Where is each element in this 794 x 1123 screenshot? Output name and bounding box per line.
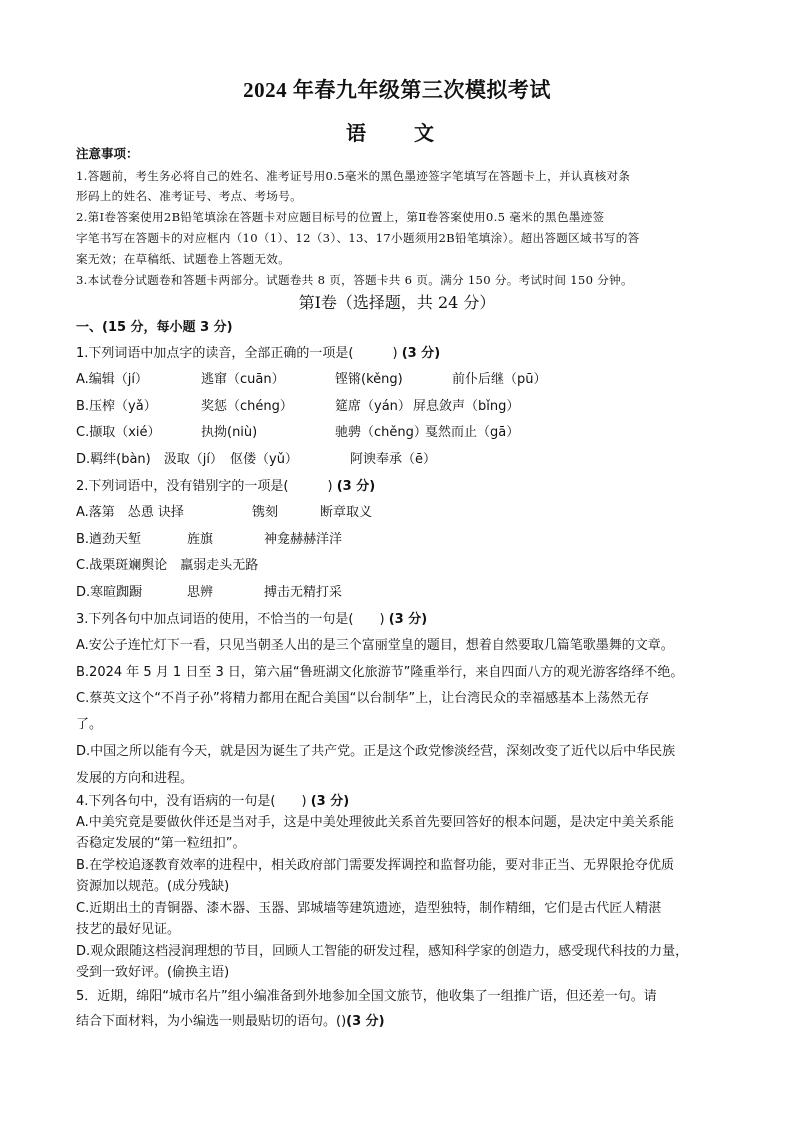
question-2-stem	[76, 478, 724, 496]
q3-option-a: A.安公子连忙灯下一看，只见当朝圣人出的是三个富丽堂皇的题目，想着自然要取几篇笔歌墨舞的文章。	[76, 638, 674, 653]
score: (3 分)	[388, 612, 428, 627]
q1-option-b3: 筵席（yán）	[335, 399, 411, 414]
q2-option-d3: 搏击无精打采	[264, 585, 343, 600]
notes-line: 字笔书写在答题卡的对应框内（10（1）、12（3）、13、17小题须用2B铅笔填涂）。超出答题区域书写的答	[76, 231, 640, 245]
q1-option-d3: 阿谀奉承（ē）	[350, 452, 436, 467]
q4-option-a: A.中美究竟是要做伙伴还是当对手，这是中美处理彼此关系首先要回答好的根本问题，是决定中美关系能	[76, 815, 674, 830]
q4-option-b-cont: 资源加以规范。(成分残缺)	[76, 879, 230, 894]
q4-option-b: B.在学校追逐教育效率的进程中，相关政府部门需要发挥调控和监督功能，要对非正当、无界限抢夺优质	[76, 858, 675, 873]
q1-option-b1: B.压榨（yǎ）	[76, 399, 157, 414]
q1-option-d2: 伛偻（yǔ）	[230, 452, 298, 467]
q2-option-a3: 断章取义	[320, 505, 373, 520]
notes-heading: 注意事项：	[76, 146, 139, 161]
question-4-stem	[76, 793, 724, 811]
part-heading: 一、(15 分，每小题 3 分)	[76, 320, 233, 335]
q1-option-a4: 前仆后继（pū）	[452, 372, 547, 387]
q2-option-d1: D.寒暄踟蹰	[76, 585, 143, 600]
notes-line: 1.答题前，考生务必将自己的姓名、准考证号用0.5毫米的黑色墨迹签字笔填写在答题卡上，并认真核对条	[76, 169, 631, 183]
notes-line: 3.本试卷分试题卷和答题卡两部分。试题卷共 8 页，答题卡共 6 页。满分 150 分。考试时间 150 分钟。	[76, 273, 633, 287]
section-title: 第Ⅰ卷（选择题，共 24 分）	[298, 293, 496, 312]
q1-option-d1: D.羁绊(bàn) 汲取（jí）	[76, 452, 223, 467]
q1-option-c1: C.撷取（xié）	[76, 425, 161, 440]
notes-line: 2.第Ⅰ卷答案使用2B铅笔填涂在答题卡对应题目标号的位置上，第Ⅱ卷答案使用0.5 毫米的黑色墨迹签	[76, 210, 605, 224]
q2-option-c1: C.战栗斑斓舆论 羸弱走头无路	[76, 558, 259, 573]
stem-text: 2.下列词语中，没有错别字的一项是( )	[76, 479, 333, 494]
q1-option-b4: 屏息敛声（bǐng）	[413, 399, 520, 414]
notes-line: 案无效；在草稿纸、试题卷上答题无效。	[76, 252, 291, 266]
q2-option-b3: 神龛赫赫洋洋	[264, 532, 343, 547]
q1-option-b2: 奖惩（chéng）	[201, 399, 293, 414]
q4-option-d: D.观众跟随这档浸润理想的节目，回顾人工智能的研发过程，感知科学家的创造力，感受现代科技的力量，	[76, 944, 689, 959]
question-1-stem	[76, 345, 724, 363]
stem-text: 3.下列各句中加点词语的使用，不恰当的一句是( )	[76, 612, 385, 627]
q1-option-c3: 驰骋（chěng）	[335, 425, 427, 440]
score: (3 分)	[310, 794, 350, 809]
stem-text: 4.下列各句中，没有语病的一句是( )	[76, 794, 307, 809]
q4-option-c: C.近期出土的青铜器、漆木器、玉器、郢城墙等建筑遗迹，造型独特，制作精细，它们是古代匠人精湛	[76, 901, 662, 916]
question-5-stem-cont	[76, 1013, 724, 1031]
q3-option-d: D.中国之所以能有今天，就是因为诞生了共产党。正是这个政党惨淡经营，深刻改变了近代以后中华民族	[76, 744, 676, 759]
q3-option-c: C.蔡英文这个“不肖子孙”将精力都用在配合美国“以台制华”上，让台湾民众的幸福感基本上荡然无存	[76, 691, 650, 706]
score: (3 分)	[336, 479, 376, 494]
q3-option-b: B.2024 年 5 月 1 日至 3 日，第六届“鲁班湖文化旅游节”隆重举行，来自四面八方的观光游客络绎不绝。	[76, 665, 684, 680]
stem-text: 结合下面材料，为小编选一则最贴切的语句。()	[76, 1014, 347, 1029]
q4-option-d-cont: 受到一致好评。(偷换主语)	[76, 965, 230, 980]
q3-option-c-cont: 了。	[76, 717, 103, 732]
q1-option-a3: 铿锵(kěng)	[335, 372, 403, 387]
q4-option-a-cont: 否稳定发展的“第一粒纽扣”。	[76, 836, 246, 851]
q1-option-a2: 逃窜（cuān）	[201, 372, 285, 387]
q1-option-c4: 戛然而止（gā）	[425, 425, 520, 440]
q2-option-a1: A.落第 怂恿 诀择	[76, 505, 184, 520]
notes-line: 形码上的姓名、准考证号、考点、考场号。	[76, 189, 302, 203]
stem-text: 1.下列词语中加点字的读音，全部正确的一项是( )	[76, 346, 398, 361]
score: (3 分)	[346, 1014, 385, 1029]
question-5-stem: 5．近期，绵阳“城市名片”组小编准备到外地参加全国文旅节，他收集了一组推广语，但还差一句。请	[76, 989, 657, 1004]
score: (3 分)	[401, 346, 441, 361]
q2-option-d2: 思辨	[187, 585, 214, 600]
q1-option-a1: A.编辑（jí）	[76, 372, 149, 387]
question-3-stem	[76, 611, 724, 629]
q4-option-c-cont: 技艺的最好见证。	[76, 922, 181, 937]
q2-option-a2: 镌刻	[252, 505, 279, 520]
exam-title: 2024 年春九年级第三次模拟考试	[243, 78, 551, 102]
subject-title: 语 文	[346, 123, 448, 145]
q2-option-b2: 旌旗	[187, 532, 214, 547]
q1-option-c2: 执拗(niù)	[201, 425, 258, 440]
q3-option-d-cont: 发展的方向和进程。	[76, 771, 194, 786]
q2-option-b1: B.遒劲天堑	[76, 532, 142, 547]
